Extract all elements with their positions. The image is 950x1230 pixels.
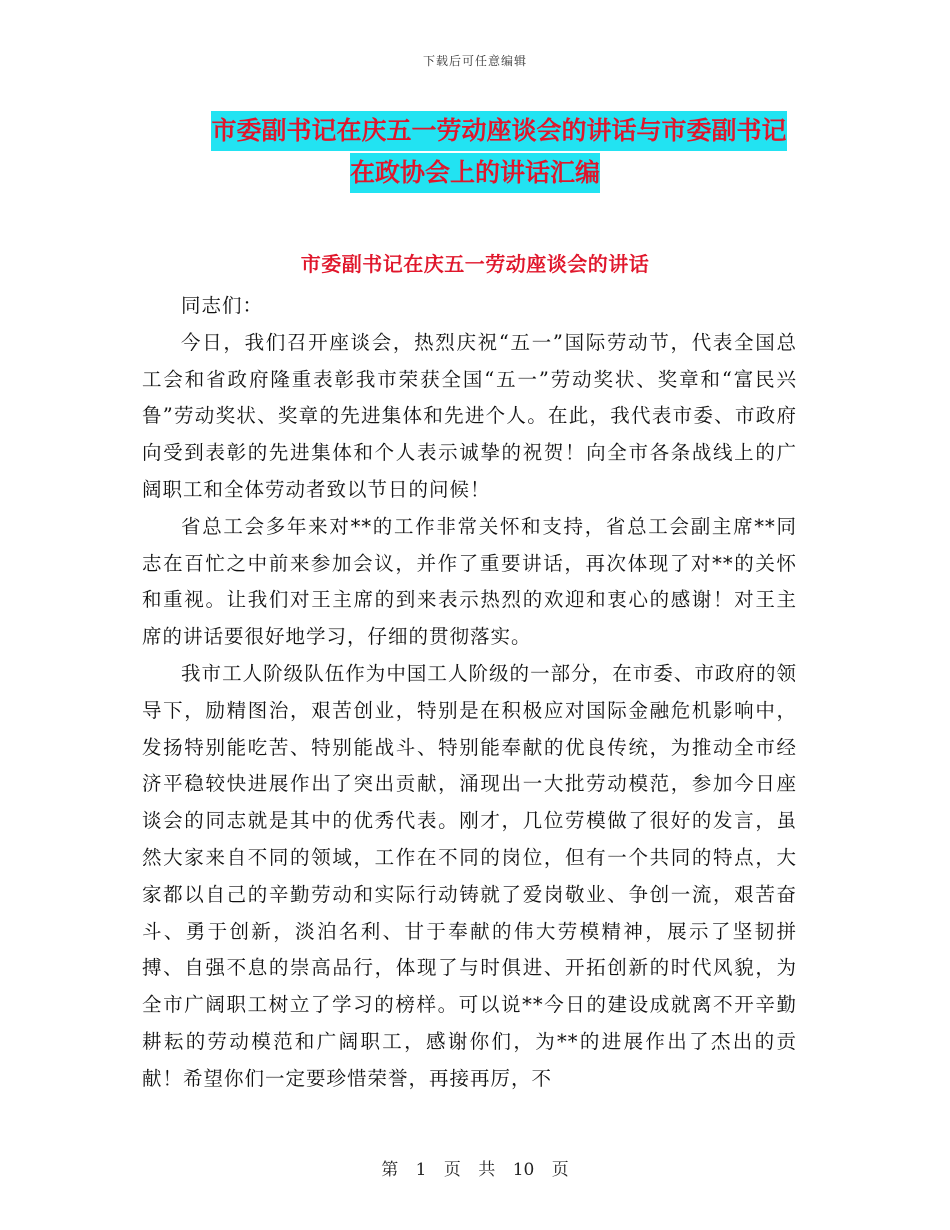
- page-header: 下载后可任意编辑: [422, 54, 527, 68]
- document-title-line-1: 市委副书记在庆五一劳动座谈会的讲话与市委副书记: [211, 111, 786, 151]
- total-label-prefix: 共: [478, 1160, 496, 1180]
- salutation: 同志们：: [181, 294, 264, 317]
- page-label-mid: 页: [443, 1160, 461, 1180]
- document-body: [142, 288, 797, 1098]
- paragraph: 我市工人阶级队伍作为中国工人阶级的一部分，在市委、市政府的领导下，励精图治，艰苦创业，特别是在积极应对国际金融危机影响中，发扬特别能吃苦、特别能战斗、特别能奉献的优良传统，为推动全市经济平稳较快进展作出了突出贡献，涌现出一大批劳动模范，参加今日座谈会的同志就是其中的优秀代表。刚才，几位劳模做了很好的发言，虽然大家来自不同的领域，工作在不同的岗位，但有一个共同的特点，大家都以自己的辛勤劳动和实际行动铸就了爱岗敬业、争创一流，艰苦奋斗、勇于创新，淡泊名利、甘于奉献的伟大劳模精神，展示了坚韧拼搏、自强不息的崇高品行，体现了与时俱进、开拓创新的时代风貌，为全市广阔职工树立了学习的榜样。可以说**今日的建设成就离不开辛勤耕耘的劳动模范和广阔职工，感谢你们，为**的进展作出了杰出的贡献！希望你们一定要珍惜荣誉，再接再厉，不: [142, 661, 797, 1090]
- paragraph: 省总工会多年来对**的工作非常关怀和支持，省总工会副主席**同志在百忙之中前来参加会议，并作了重要讲话，再次体现了对**的关怀和重视。让我们对王主席的到来表示热烈的欢迎和衷心的感谢！对王主席的讲话要很好地学习，仔细的贯彻落实。: [142, 514, 797, 649]
- document-title-line-2: 在政协会上的讲话汇编: [350, 153, 600, 193]
- total-pages: 10: [512, 1160, 535, 1180]
- page-footer: [0, 1155, 950, 1180]
- section-title: 市委副书记在庆五一劳动座谈会的讲话: [300, 252, 650, 276]
- document-title: [145, 110, 805, 194]
- total-label-suffix: 页: [551, 1160, 569, 1180]
- paragraph: 今日，我们召开座谈会，热烈庆祝“五一”国际劳动节，代表全国总工会和省政府隆重表彰我市荣获全国“五一”劳动奖状、奖章和“富民兴鲁”劳动奖状、奖章的先进集体和先进个人。在此，我代表市委、市政府向受到表彰的先进集体和个人表示诚挚的祝贺！向全市各条战线上的广阔职工和全体劳动者致以节日的问候！: [142, 330, 797, 501]
- page-number: 1: [415, 1160, 427, 1180]
- page-label-prefix: 第: [381, 1160, 399, 1180]
